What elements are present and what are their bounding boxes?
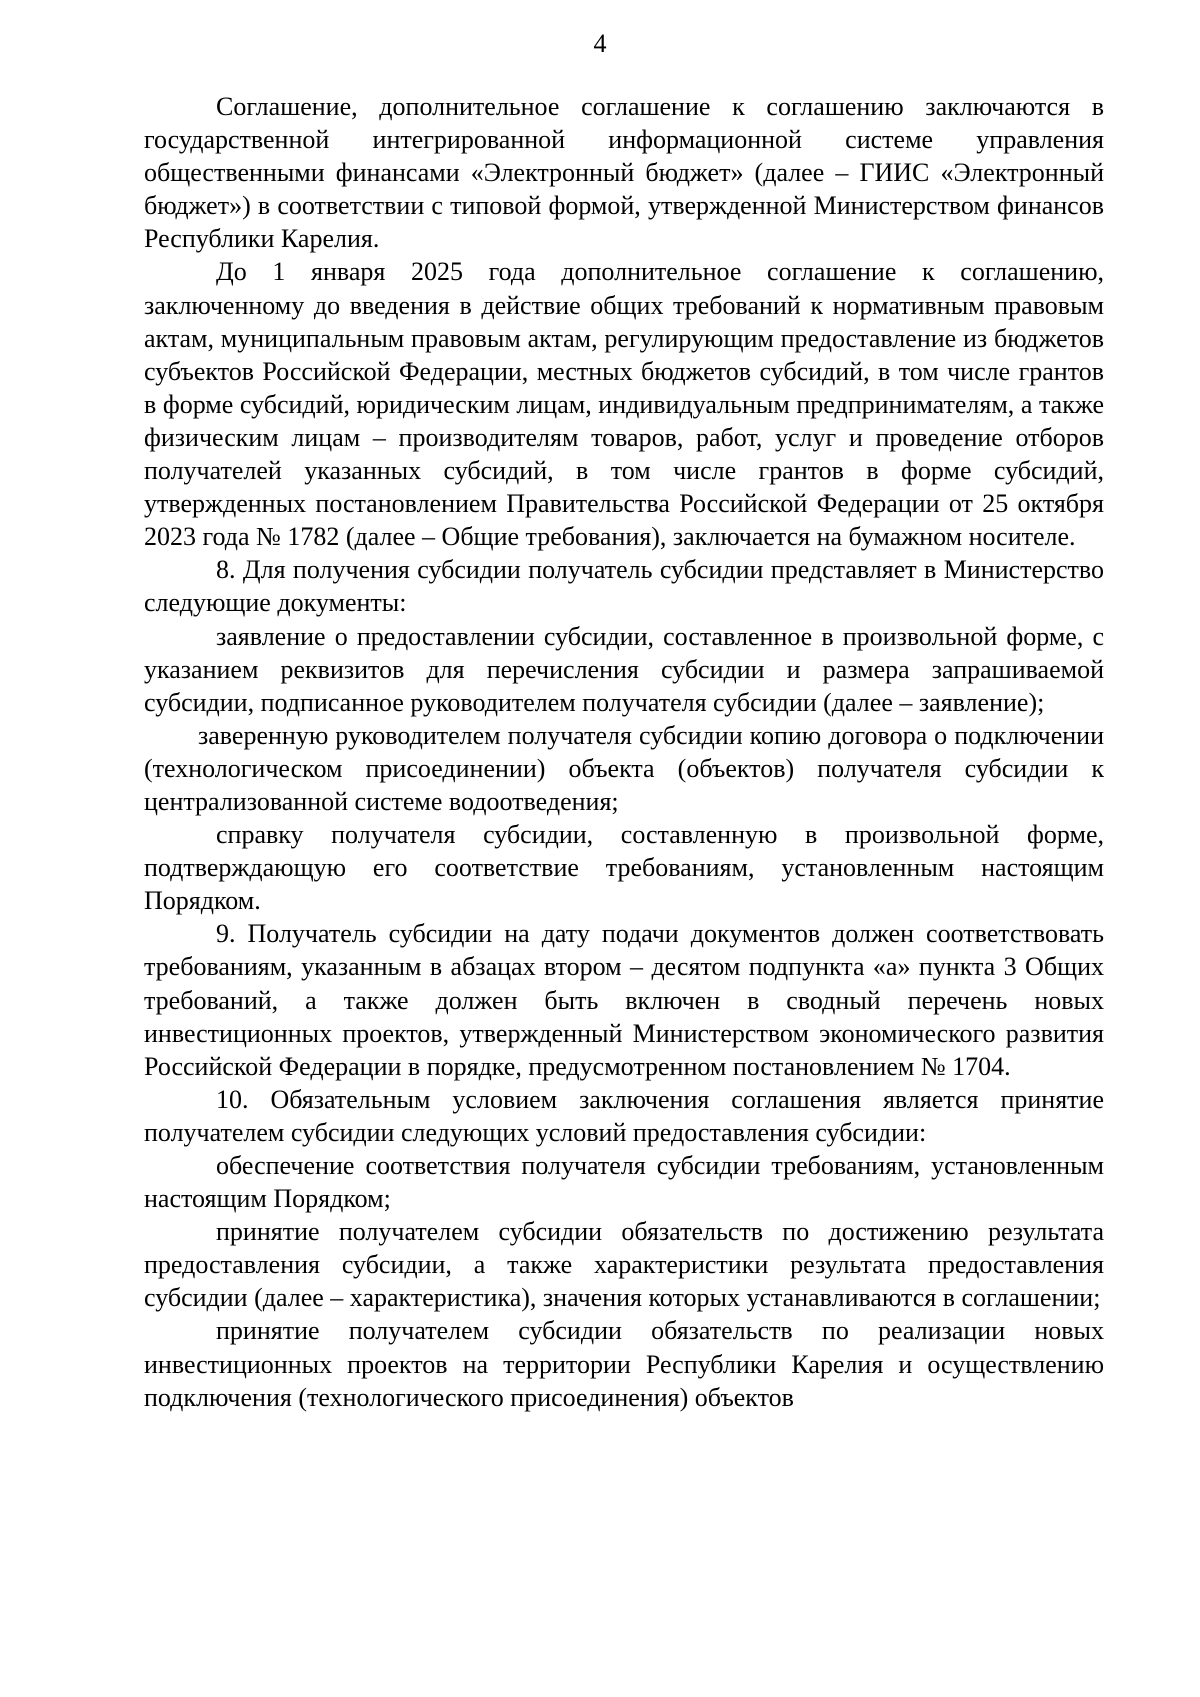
page-number: 4 xyxy=(593,29,607,58)
paragraph-compliance: обеспечение соответствия получателя субсидии требованиям, установленным настоящим Порядком; xyxy=(144,1151,1104,1214)
paragraph-contract-copy: заверенную руководителем получателя субсидии копию договора о подключении (технологическом присоединении) объекта (объектов) получателя субсидии к централизованной системе водоотведения; xyxy=(144,720,1104,816)
paragraph-certificate: справку получателя субсидии, составленную в произвольной форме, подтверждающую его соответствие требованиям, установленным настоящим Порядком. xyxy=(144,820,1104,916)
paragraph-investment-obligations: принятие получателем субсидии обязательств по реализации новых инвестиционных проектов на территории Республики Карелия и осуществлению подключения (технологического присоединения) объектов xyxy=(144,1316,1104,1412)
paragraph-agreement-conclusion: Соглашение, дополнительное соглашение к соглашению заключаются в государственной интегрированной информационной системе управления общественными финансами «Электронный бюджет» (далее – ГИИС «Электронный бюджет») в соответствии с типовой формой, утвержденной Министерством финансов Республики Карелия. xyxy=(144,92,1104,254)
paragraph-result-obligations: принятие получателем субсидии обязательств по достижению результата предоставления субсидии, а также характеристики результата предоставления субсидии (далее – характеристика), значения которых устанавливаются в соглашении; xyxy=(144,1217,1104,1313)
paragraph-item-9: 9. Получатель субсидии на дату подачи документов должен соответствовать требованиям, указанным в абзацах втором – десятом подпункта «а» пункта 3 Общих требований, а также должен быть включен в сводный перечень новых инвестиционных проектов, утвержденный Министерством экономического развития Российской Федерации в порядке, предусмотренном постановлением № 1704. xyxy=(144,919,1104,1081)
paragraph-item-10: 10. Обязательным условием заключения соглашения является принятие получателем субсидии следующих условий предоставления субсидии: xyxy=(144,1084,1104,1147)
paragraph-item-8: 8. Для получения субсидии получатель субсидии представляет в Министерство следующие документы: xyxy=(144,555,1104,618)
paragraph-additional-agreement-2025: До 1 января 2025 года дополнительное соглашение к соглашению, заключенному до введения в действие общих требований к нормативным правовым актам, муниципальным правовым актам, регулирующим предоставление из бюджетов субъектов Российской Федерации, местных бюджетов субсидий, в том числе грантов в форме субсидий, юридическим лицам, индивидуальным предпринимателям, а также физическим лицам – производителям товаров, работ, услуг и проведение отборов получателей указанных субсидий, в том числе грантов в форме субсидий, утвержденных постановлением Правительства Российской Федерации от 25 октября 2023 года № 1782 (далее – Общие требования), заключается на бумажном носителе. xyxy=(144,257,1104,552)
paragraph-application: заявление о предоставлении субсидии, составленное в произвольной форме, с указанием реквизитов для перечисления субсидии и размера запрашиваемой субсидии, подписанное руководителем получателя субсидии (далее – заявление); xyxy=(144,621,1104,717)
document-body xyxy=(144,90,1104,1414)
